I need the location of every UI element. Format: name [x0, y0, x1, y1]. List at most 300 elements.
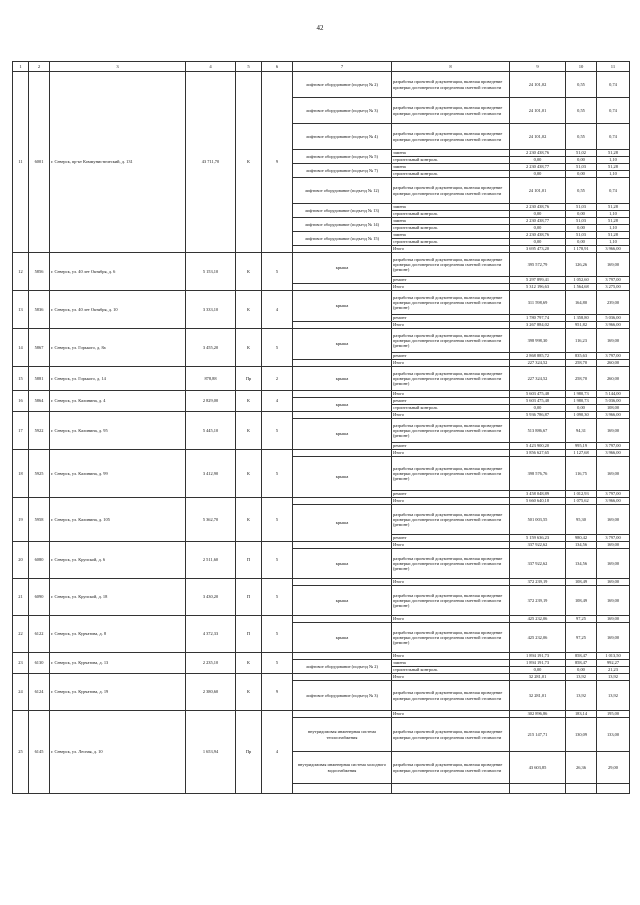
table-cell: строительный контроль — [392, 157, 510, 164]
header-cell: 11 — [597, 62, 630, 72]
table-cell: 22 — [13, 616, 29, 653]
table-cell: разработка проектной документации, включая проведение проверки достоверности определения сметной стоимости — [392, 72, 510, 98]
table-cell: 2 511,60 — [186, 542, 236, 579]
table-cell: 3 797,00 — [597, 353, 630, 360]
table-cell: строительный контроль — [392, 225, 510, 232]
table-cell: Итого — [392, 391, 510, 398]
table-cell: лифтовое оборудование (подъезд № 2) — [293, 72, 392, 98]
table-cell: К — [236, 253, 262, 291]
table-cell: 164,80 — [566, 291, 597, 315]
table-cell: 1,10 — [597, 239, 630, 246]
table-cell: 108,49 — [566, 579, 597, 586]
table-cell: 1 980,73 — [566, 391, 597, 398]
table-cell: 5 153,10 — [186, 253, 236, 291]
table-cell: 3 966,00 — [597, 322, 630, 329]
table-cell: 43 603,85 — [510, 752, 566, 784]
table-cell: разработка проектной документации, включая проведение проверки достоверности определения сметной стоимости (ремонт) — [392, 291, 510, 315]
header-cell: 3 — [50, 62, 186, 72]
table-cell: 1 178,91 — [566, 246, 597, 253]
table-cell: 0,74 — [597, 178, 630, 204]
table-cell: П — [236, 616, 262, 653]
table-row — [13, 498, 630, 505]
table-cell: 337 922,62 — [510, 549, 566, 579]
table-cell: 0,00 — [510, 211, 566, 218]
table-cell: 5925 — [29, 450, 50, 498]
table-cell: Итого — [392, 360, 510, 367]
table-cell: 169,00 — [597, 253, 630, 277]
header-cell: 6 — [262, 62, 293, 72]
table-cell: Итого — [392, 711, 510, 718]
table-cell: 0,55 — [566, 98, 597, 124]
table-cell: замена — [392, 660, 510, 667]
table-cell: 1 780 797,74 — [510, 315, 566, 322]
table-cell: 51,03 — [566, 232, 597, 239]
table-cell: 25 — [13, 711, 29, 794]
table-cell — [293, 542, 392, 549]
table-cell: 3 275,00 — [597, 284, 630, 291]
capital-repair-table-wrapper — [12, 61, 629, 794]
table-cell: 108,49 — [566, 586, 597, 616]
table-cell: лифтовое оборудование (подъезд № 4) — [293, 124, 392, 150]
table-cell: Итого — [392, 674, 510, 681]
table-cell: 2 230 438,76 — [510, 150, 566, 157]
table-cell: лифтовое оборудование (подъезд № 2) — [293, 660, 392, 674]
table-cell — [293, 360, 392, 367]
table-cell: Итого — [392, 246, 510, 253]
table-cell: лифтовое оборудование (подъезд № 13) — [293, 204, 392, 218]
table-cell: 9 — [262, 674, 293, 711]
table-cell: 992,27 — [597, 660, 630, 667]
table-cell: 1 980,73 — [566, 398, 597, 405]
table-cell: К — [236, 291, 262, 329]
table-cell: разработка проектной документации, включая проведение проверки достоверности определения сметной стоимости — [392, 178, 510, 204]
header-cell: 1 — [13, 62, 29, 72]
table-cell: лифтовое оборудование (подъезд № 5) — [293, 150, 392, 164]
table-cell — [293, 322, 392, 329]
header-cell: 2 — [29, 62, 50, 72]
table-cell: 2 — [262, 367, 293, 391]
table-cell: 5 — [262, 542, 293, 579]
header-cell: 8 — [392, 62, 510, 72]
table-cell: крыша — [293, 549, 392, 579]
table-cell: 51,28 — [597, 218, 630, 225]
table-cell: 2 230 438,77 — [510, 218, 566, 225]
table-cell: 9 — [262, 72, 293, 253]
table-cell: ремонт — [392, 535, 510, 542]
table-cell: 5 — [262, 253, 293, 291]
table-cell: 24 101,01 — [510, 98, 566, 124]
table-cell: 11 — [13, 72, 29, 253]
table-cell: 0,00 — [510, 667, 566, 674]
table-cell: 227 324,52 — [510, 360, 566, 367]
table-cell: крыша — [293, 586, 392, 616]
table-cell: 169,00 — [597, 505, 630, 535]
header-cell: 4 — [186, 62, 236, 72]
table-cell: 183,14 — [566, 711, 597, 718]
table-cell: строительный контроль — [392, 667, 510, 674]
table-cell: разработка проектной документации, включая проведение проверки достоверности определения сметной стоимости (ремонт) — [392, 253, 510, 277]
table-cell — [293, 391, 392, 398]
table-cell: г. Северск, ул. Крупской, д. 18 — [50, 579, 186, 616]
table-cell: 0,74 — [597, 98, 630, 124]
table-cell: 258,70 — [566, 367, 597, 391]
table-cell: крыша — [293, 419, 392, 450]
table-cell: 116,23 — [566, 329, 597, 353]
table-cell: 5 — [262, 579, 293, 616]
table-cell: 1 075,62 — [566, 498, 597, 505]
table-row — [13, 412, 630, 419]
table-cell: 24 101,02 — [510, 124, 566, 150]
page-number: 42 — [316, 24, 324, 32]
table-cell: 0,74 — [597, 124, 630, 150]
table-cell: К — [236, 391, 262, 412]
table-cell: 5922 — [29, 412, 50, 450]
table-cell: 3 695 473,20 — [510, 246, 566, 253]
table-cell: 3 856 627,65 — [510, 450, 566, 457]
table-cell: разработка проектной документации, включая проведение проверки достоверности определения сметной стоимости — [392, 752, 510, 784]
table-cell: 3 412,90 — [186, 450, 236, 498]
table-cell: Итого — [392, 542, 510, 549]
table-cell: 51,03 — [566, 204, 597, 211]
table-cell: 0,00 — [510, 171, 566, 178]
table-cell — [293, 450, 392, 457]
table-cell: 195,00 — [597, 711, 630, 718]
table-cell: крыша — [293, 505, 392, 542]
table-cell: 372 239,19 — [510, 579, 566, 586]
table-cell: К — [236, 412, 262, 450]
table-cell: 51,28 — [597, 232, 630, 239]
table-cell: 169,00 — [597, 579, 630, 586]
table-cell: 0,00 — [566, 239, 597, 246]
table-row — [13, 72, 630, 98]
table-cell: г. Северск, пр-кт Коммунистический, д. 131 — [50, 72, 186, 253]
table-cell: замена — [392, 218, 510, 225]
table-cell: 169,00 — [597, 542, 630, 549]
table-cell: 169,00 — [597, 623, 630, 653]
table-cell: 29,00 — [597, 752, 630, 784]
table-cell: 3 797,00 — [597, 443, 630, 450]
table-cell: 6130 — [29, 653, 50, 674]
table-cell: Пр — [236, 367, 262, 391]
table-cell: 5856 — [29, 253, 50, 291]
table-cell: ремонт — [392, 398, 510, 405]
table-cell: К — [236, 329, 262, 367]
table-cell: 1,10 — [597, 225, 630, 232]
table-cell: 3 966,00 — [597, 450, 630, 457]
table-cell: Итого — [392, 579, 510, 586]
header-cell: 7 — [293, 62, 392, 72]
table-cell: 51,02 — [566, 150, 597, 157]
table-cell: 169,00 — [597, 586, 630, 616]
table-cell: 0,74 — [597, 72, 630, 98]
table-cell: 372 239,19 — [510, 586, 566, 616]
table-cell: К — [236, 498, 262, 542]
header-cell: 10 — [566, 62, 597, 72]
table-cell: 134,56 — [566, 549, 597, 579]
table-cell: 14 — [13, 329, 29, 367]
table-cell: 1 090,30 — [566, 412, 597, 419]
table-cell: разработка проектной документации, включая проведение проверки достоверности определения сметной стоимости — [392, 98, 510, 124]
table-cell: 133,00 — [597, 718, 630, 752]
table-cell: 227 324,52 — [510, 367, 566, 391]
table-cell: крыша — [293, 457, 392, 498]
table-cell: 116,75 — [566, 457, 597, 491]
table-cell: разработка проектной документации, включая проведение проверки достоверности определения сметной стоимости — [392, 681, 510, 711]
table-cell: 311 598,69 — [510, 291, 566, 315]
table-cell: 3 267 884,02 — [510, 322, 566, 329]
table-cell: 239,00 — [597, 291, 630, 315]
table-cell: г. Северск, ул. Горького, д. 14 — [50, 367, 186, 391]
table-cell: 2 230 438,76 — [510, 232, 566, 239]
table-cell — [293, 616, 392, 623]
table-cell: 3 430,20 — [186, 579, 236, 616]
table-cell: крыша — [293, 329, 392, 360]
table-cell: 126,26 — [566, 253, 597, 277]
table-cell: 5836 — [29, 291, 50, 329]
table-cell: строительный контроль — [392, 211, 510, 218]
table-cell: разработка проектной документации, включая проведение проверки достоверности определения сметной стоимости (ремонт) — [392, 419, 510, 443]
table-cell: 5 312 196,63 — [510, 284, 566, 291]
table-cell: К — [236, 674, 262, 711]
table-cell: 16 — [13, 391, 29, 412]
table-cell: ремонт — [392, 315, 510, 322]
table-cell: 5 144,00 — [597, 391, 630, 398]
table-cell: разработка проектной документации, включая проведение проверки достоверности определения сметной стоимости (ремонт) — [392, 586, 510, 616]
table-cell: 5 — [262, 653, 293, 674]
table-cell: 513 886,67 — [510, 419, 566, 443]
table-cell: г. Северск, ул. Калинина, д. 105 — [50, 498, 186, 542]
table-cell: 97,25 — [566, 616, 597, 623]
table-cell: 51,03 — [566, 164, 597, 171]
table-cell: крыша — [293, 367, 392, 391]
table-cell: 6145 — [29, 711, 50, 794]
table-cell: Итого — [392, 412, 510, 419]
table-cell: 3 797,00 — [597, 277, 630, 284]
table-cell: 4 372,33 — [186, 616, 236, 653]
table-row — [13, 367, 630, 391]
table-cell: 258,70 — [566, 360, 597, 367]
table-cell: 3 797,00 — [597, 491, 630, 498]
table-cell: крыша — [293, 253, 392, 284]
table-cell: Итого — [392, 616, 510, 623]
table-row — [13, 329, 630, 353]
table-cell — [293, 498, 392, 505]
table-cell: К — [236, 450, 262, 498]
table-cell: 0,00 — [510, 239, 566, 246]
table-cell: 26,36 — [566, 752, 597, 784]
table-cell: лифтовое оборудование (подъезд № 12) — [293, 178, 392, 204]
table-cell: 1 127,68 — [566, 450, 597, 457]
table-cell — [293, 246, 392, 253]
table-cell: разработка проектной документации, включая проведение проверки достоверности определения сметной стоимости (ремонт) — [392, 505, 510, 535]
table-cell: 20 — [13, 542, 29, 579]
table-cell: строительный контроль — [392, 405, 510, 412]
table-cell: разработка проектной документации, включая проведение проверки достоверности определения сметной стоимости (ремонт) — [392, 329, 510, 353]
table-cell: 134,56 — [566, 542, 597, 549]
table-body — [13, 62, 630, 794]
table-cell: 1,10 — [597, 171, 630, 178]
table-cell: 337 922,62 — [510, 542, 566, 549]
table-row — [13, 450, 630, 457]
table-cell: 5 936 786,87 — [510, 412, 566, 419]
table-cell: 425 232,06 — [510, 623, 566, 653]
table-cell: 15 — [13, 367, 29, 391]
table-cell: 5958 — [29, 498, 50, 542]
table-cell: г. Северск, ул. Лесная, д. 10 — [50, 711, 186, 794]
table-cell: 5 — [262, 329, 293, 367]
table-cell: 1 013,50 — [597, 653, 630, 660]
table-cell: 3 797,00 — [597, 535, 630, 542]
table-cell: г. Северск, ул. Калинина, д. 95 — [50, 412, 186, 450]
table-cell: разработка проектной документации, включая проведение проверки достоверности определения сметной стоимости (ремонт) — [392, 623, 510, 653]
table-cell: 21,23 — [597, 667, 630, 674]
table-cell: 1,10 — [597, 157, 630, 164]
table-cell: 4 — [262, 291, 293, 329]
table-cell: 0,00 — [566, 171, 597, 178]
table-cell: 878,88 — [186, 367, 236, 391]
table-cell: 3 333,10 — [186, 291, 236, 329]
table-cell: 169,00 — [597, 329, 630, 353]
table-cell: 169,00 — [597, 419, 630, 443]
table-row — [13, 674, 630, 681]
table-cell: 5 362,70 — [186, 498, 236, 542]
table-cell: 95,30 — [566, 505, 597, 535]
table-cell: 1 564,68 — [566, 284, 597, 291]
table-cell: 6090 — [29, 579, 50, 616]
table-row — [13, 711, 630, 718]
table-cell: 6122 — [29, 616, 50, 653]
table-cell — [293, 284, 392, 291]
table-cell: Пр — [236, 711, 262, 794]
table-cell: 13,92 — [597, 681, 630, 711]
table-cell: 5 603 475,48 — [510, 398, 566, 405]
table-cell: 130,09 — [566, 718, 597, 752]
table-cell: разработка проектной документации, включая проведение проверки достоверности определения сметной стоимости (ремонт) — [392, 457, 510, 491]
table-cell: Итого — [392, 498, 510, 505]
table-cell: 5 — [262, 412, 293, 450]
table-cell: 1 012,93 — [566, 491, 597, 498]
table-cell: 169,00 — [597, 457, 630, 491]
table-cell: 5 159 636,23 — [510, 535, 566, 542]
table-cell: 3 455,20 — [186, 329, 236, 367]
table-cell: 13,92 — [597, 674, 630, 681]
table-cell: г. Северск, ул. 40 лет Октября, д. 6 — [50, 253, 186, 291]
table-cell: 6124 — [29, 674, 50, 711]
table-cell: 5 445,10 — [186, 412, 236, 450]
table-cell: лифтовое оборудование (подъезд № 14) — [293, 218, 392, 232]
table-cell: 425 232,06 — [510, 616, 566, 623]
table-cell: 51,28 — [597, 204, 630, 211]
table-cell: 995,19 — [566, 443, 597, 450]
table-cell: 2 235,10 — [186, 653, 236, 674]
table-cell: 43 711,70 — [186, 72, 236, 253]
table-cell: 260,00 — [597, 360, 630, 367]
table-cell — [293, 653, 392, 660]
table-cell: 0,55 — [566, 178, 597, 204]
table-cell: 18 — [13, 450, 29, 498]
table-row — [13, 542, 630, 549]
table-cell: 5 — [262, 450, 293, 498]
table-cell: замена — [392, 232, 510, 239]
table-cell: 951,82 — [566, 322, 597, 329]
table-cell: 4 — [262, 391, 293, 412]
table-cell: 24 101,02 — [510, 72, 566, 98]
table-cell: крыша — [293, 291, 392, 322]
table-cell: ремонт — [392, 353, 510, 360]
table-cell: лифтовое оборудование (подъезд № 15) — [293, 232, 392, 246]
table-cell: 398 998,30 — [510, 329, 566, 353]
table-cell: разработка проектной документации, включая проведение проверки достоверности определения сметной стоимости (ремонт) — [392, 549, 510, 579]
table-cell — [293, 711, 392, 718]
table-cell — [566, 784, 597, 794]
table-cell: 0,55 — [566, 124, 597, 150]
table-cell: разработка проектной документации, включая проведение проверки достоверности определения сметной стоимости — [392, 124, 510, 150]
table-row — [13, 653, 630, 660]
table-cell: 4 — [262, 711, 293, 794]
table-cell: г. Северск, ул. Крупской, д. 6 — [50, 542, 186, 579]
table-cell: 858,47 — [566, 653, 597, 660]
table-cell: г. Северск, ул. Курчатова, д. 8 — [50, 616, 186, 653]
table-cell: 169,00 — [597, 616, 630, 623]
column-number-header-row — [13, 62, 630, 72]
table-cell: разработка проектной документации, включая проведение проверки достоверности определения сметной стоимости — [392, 718, 510, 752]
table-cell: 1 653,94 — [186, 711, 236, 794]
table-cell: 21 — [13, 579, 29, 616]
table-cell: г. Северск, ул. Калинина, д. 4 — [50, 391, 186, 412]
table-cell: 2 230 438,77 — [510, 164, 566, 171]
table-cell: ремонт — [392, 277, 510, 284]
table-cell: крыша — [293, 623, 392, 653]
table-cell: 395 572,79 — [510, 253, 566, 277]
table-cell: 3 458 048,89 — [510, 491, 566, 498]
table-cell: 398 576,76 — [510, 457, 566, 491]
table-cell: П — [236, 542, 262, 579]
table-cell: 215 147,71 — [510, 718, 566, 752]
table-cell: Итого — [392, 653, 510, 660]
table-cell: 0,00 — [566, 405, 597, 412]
table-cell: 24 — [13, 674, 29, 711]
table-cell: 0,00 — [510, 157, 566, 164]
table-row — [13, 616, 630, 623]
table-cell: Итого — [392, 450, 510, 457]
table-cell: г. Северск, ул. Калинина, д. 99 — [50, 450, 186, 498]
table-cell: 17 — [13, 412, 29, 450]
table-cell: 5867 — [29, 329, 50, 367]
table-cell: ремонт — [392, 491, 510, 498]
table-cell: 2 868 885,72 — [510, 353, 566, 360]
table-cell: 51,28 — [597, 164, 630, 171]
header-cell: 5 — [236, 62, 262, 72]
table-cell: П — [236, 579, 262, 616]
table-row — [13, 391, 630, 398]
table-cell: 0,00 — [566, 225, 597, 232]
table-cell — [293, 412, 392, 419]
table-cell: 0,00 — [566, 211, 597, 218]
table-cell: 5881 — [29, 367, 50, 391]
table-cell: 5864 — [29, 391, 50, 412]
table-cell: 32 281,01 — [510, 674, 566, 681]
table-cell: 51,28 — [597, 150, 630, 157]
table-row — [13, 291, 630, 315]
table-cell: 5 — [262, 616, 293, 653]
table-cell — [597, 784, 630, 794]
table-cell: строительный контроль — [392, 239, 510, 246]
table-cell: 94,31 — [566, 419, 597, 443]
table-cell: г. Северск, ул. 40 лет Октября, д. 10 — [50, 291, 186, 329]
table-cell: лифтовое оборудование (подъезд № 3) — [293, 98, 392, 124]
table-cell: Итого — [392, 284, 510, 291]
table-cell: 1,10 — [597, 211, 630, 218]
